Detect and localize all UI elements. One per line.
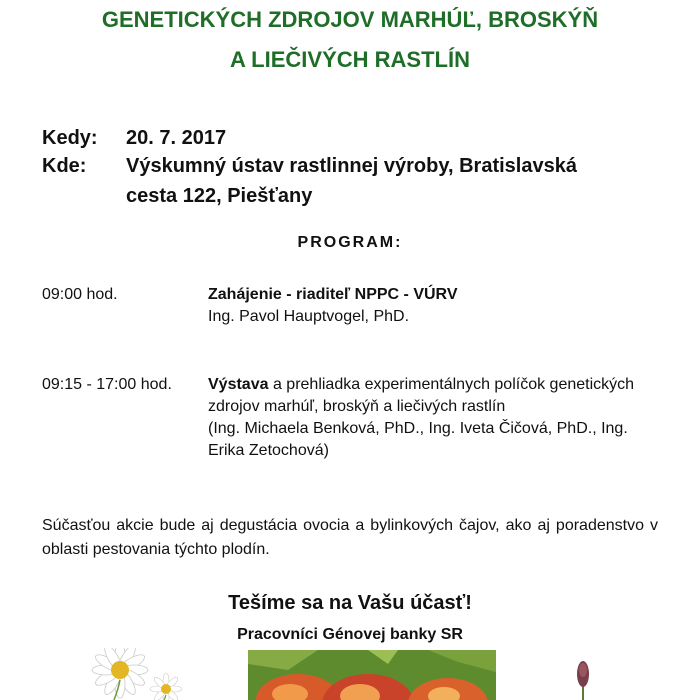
program-heading: PROGRAM: (297, 234, 403, 251)
where-value-line-1: Výskumný ústav rastlinnej výroby, Bratislavská (126, 155, 577, 177)
herb-photo (568, 660, 598, 700)
schedule-item-2 (208, 374, 658, 462)
schedule-time-2: 09:15 - 17:00 hod. (42, 376, 172, 393)
schedule-item-1 (208, 284, 658, 328)
schedule-item-1-title: Zahájenie - riaditeľ NPPC - VÚRV (208, 286, 458, 303)
schedule-item-1-speaker: Ing. Pavol Hauptvogel, PhD. (208, 308, 410, 325)
schedule-item-2-title: Výstava (208, 376, 269, 393)
where-value-line-2: cesta 122, Piešťany (126, 185, 313, 207)
title-line-2: A LIEČIVÝCH RASTLÍN (230, 47, 470, 72)
schedule-item-2-people: (Ing. Michaela Benková, PhD., Ing. Iveta Čičová, PhD., Ing. Erika Zetochová) (208, 420, 628, 459)
when-value: 20. 7. 2017 (126, 127, 227, 149)
when-label: Kedy: (42, 127, 98, 149)
schedule-time-1: 09:00 hod. (42, 286, 118, 303)
note-paragraph: Súčasťou akcie bude aj degustácia ovocia a bylinkových čajov, ako aj poradenstvo v oblasti pestovania týchto plodín. (42, 517, 658, 558)
where-label: Kde: (42, 155, 87, 177)
where-row (42, 152, 577, 180)
schedule-item-2-description: a prehliadka experimentálnych políčok genetických zdrojov marhúľ, broskýň a liečivých rastlín (208, 376, 635, 415)
chamomile-flower-large (92, 648, 148, 698)
peach-photo (248, 650, 496, 700)
signature-line: Pracovníci Génovej banky SR (237, 626, 463, 643)
when-row (42, 124, 226, 152)
title-line-1: GENETICKÝCH ZDROJOV MARHÚĽ, BROSKÝŇ (101, 7, 599, 32)
closing-line: Tešíme sa na Vašu účasť! (228, 592, 472, 614)
chamomile-photo (78, 648, 188, 700)
